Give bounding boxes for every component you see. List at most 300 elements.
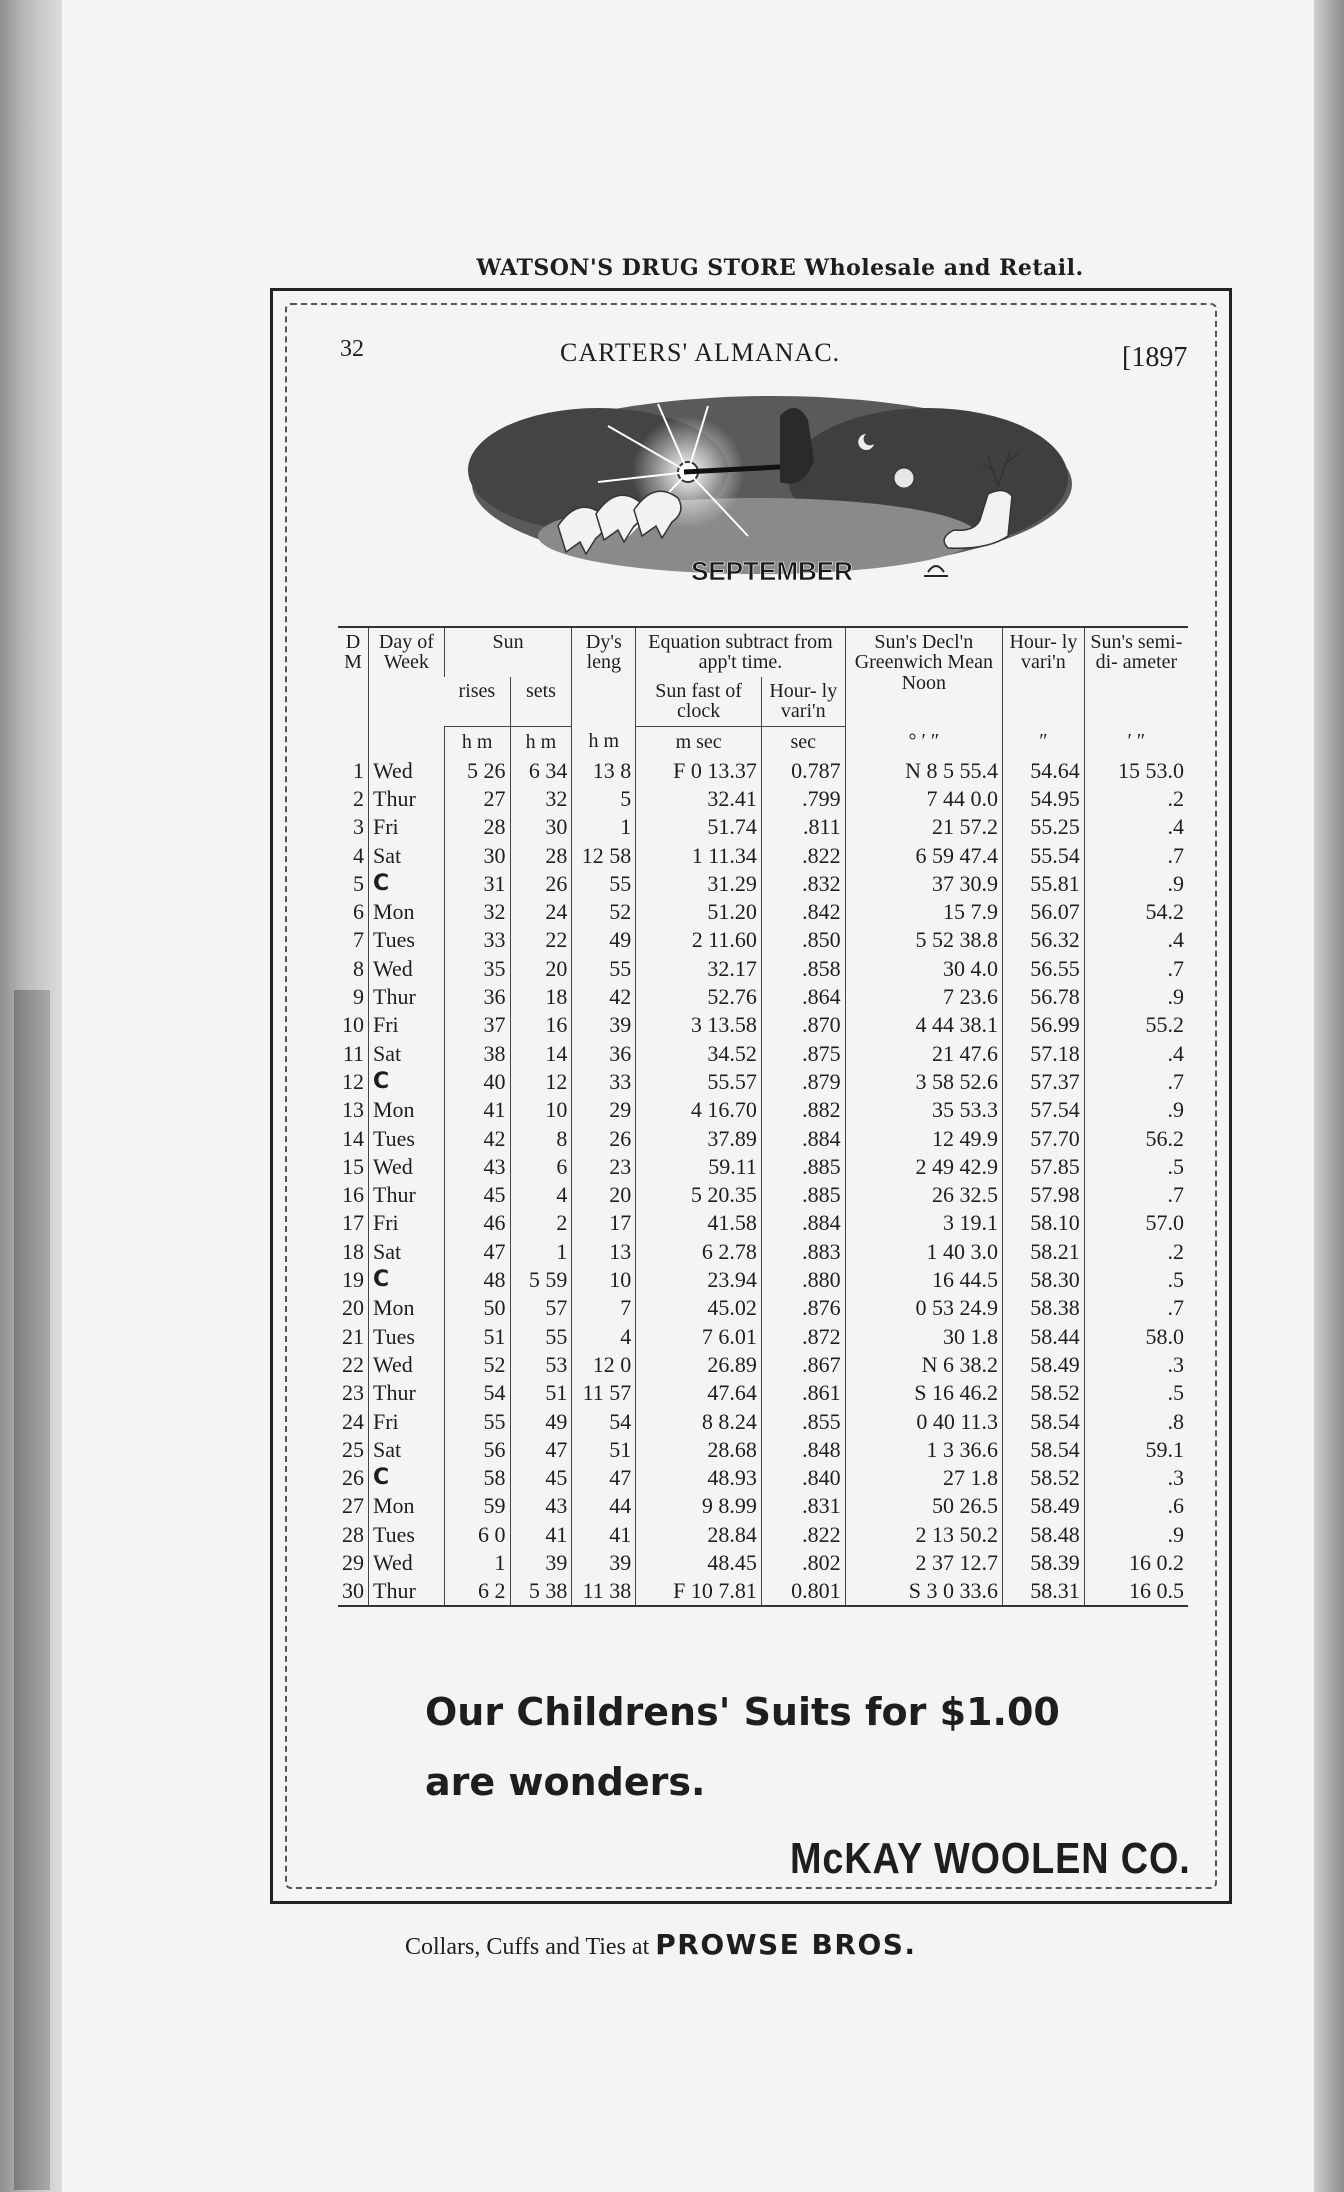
cell-day: 23 [342, 1380, 364, 1406]
table-row [338, 1436, 1188, 1464]
cell-hourly-variation: 58.54 [1003, 1407, 1085, 1435]
cell-hourly-variation: 54.64 [1003, 757, 1085, 785]
almanac-table [338, 626, 1188, 1607]
footer-advert [405, 1928, 917, 1961]
cell-day-of-week: Wed [369, 1351, 445, 1379]
col-header-eq-hourly: Hour- ly vari'n [761, 677, 845, 726]
cell-day-of-week: C [369, 1068, 445, 1096]
cell-day-of-week: Thur [369, 1577, 445, 1606]
cell-hourly-variation: 54.95 [1003, 785, 1085, 813]
cell-day-length: 1 [572, 813, 636, 841]
cell-sun-fast: 5 20.35 [636, 1181, 762, 1209]
cell-sunrise: 31 [444, 870, 510, 898]
cell-sunset: 20 [510, 955, 572, 983]
advert-line-1: Our Childrens' Suits for $1.00 [425, 1690, 1060, 1734]
cell-hourly-variation: 58.44 [1003, 1323, 1085, 1351]
cell-hourly-variation: 58.30 [1003, 1266, 1085, 1294]
cell-semi-diameter: .2 [1084, 785, 1188, 813]
cell-day-length: 51 [572, 1436, 636, 1464]
cell-day-of-week: Fri [369, 813, 445, 841]
cell-day-of-week: Wed [369, 1549, 445, 1577]
cell-sunrise: 50 [444, 1294, 510, 1322]
cell-day-length: 7 [572, 1294, 636, 1322]
cell-day: 18 [342, 1238, 364, 1264]
cell-sunset: 6 34 [510, 757, 572, 785]
cell-day-length: 52 [572, 898, 636, 926]
cell-equation-hourly: .822 [761, 1521, 845, 1549]
cell-declination: 3 19.1 [845, 1209, 1002, 1237]
cell-sunrise: 45 [444, 1181, 510, 1209]
cell-day-length: 13 [572, 1238, 636, 1266]
cell-sunrise: 41 [444, 1096, 510, 1124]
table-row [338, 841, 1188, 869]
unit-sunset: h m [510, 726, 572, 757]
cell-equation-hourly: .864 [761, 983, 845, 1011]
col-header-equation: Equation subtract from app't time. [636, 627, 845, 677]
cell-semi-diameter: .8 [1084, 1407, 1188, 1435]
unit-sunrise: h m [444, 726, 510, 757]
cell-day: 16 [342, 1182, 364, 1208]
cell-hourly-variation: 57.85 [1003, 1153, 1085, 1181]
cell-declination: 1 40 3.0 [845, 1238, 1002, 1266]
almanac-body [338, 757, 1188, 1607]
cell-equation-hourly: 0.801 [761, 1577, 845, 1606]
table-row [338, 1577, 1188, 1606]
units-row [338, 726, 1188, 757]
cell-sun-fast: 37.89 [636, 1124, 762, 1152]
cell-sunrise: 37 [444, 1011, 510, 1039]
cell-equation-hourly: .799 [761, 785, 845, 813]
cell-day-length: 13 8 [572, 757, 636, 785]
cell-day-of-week: Wed [369, 1153, 445, 1181]
cell-day: 25 [342, 1436, 364, 1462]
cell-sunset: 30 [510, 813, 572, 841]
cell-equation-hourly: .880 [761, 1266, 845, 1294]
cell-semi-diameter: .5 [1084, 1379, 1188, 1407]
cell-day-length: 26 [572, 1124, 636, 1152]
cell-semi-diameter: .3 [1084, 1351, 1188, 1379]
cell-sunset: 57 [510, 1294, 572, 1322]
cell-day-of-week: C [369, 870, 445, 898]
cell-sun-fast: 28.68 [636, 1436, 762, 1464]
cell-day-of-week: Mon [369, 1492, 445, 1520]
cell-declination: 35 53.3 [845, 1096, 1002, 1124]
cell-sun-fast: 4 16.70 [636, 1096, 762, 1124]
cell-day: 22 [342, 1351, 364, 1377]
cell-day-of-week: Mon [369, 898, 445, 926]
col-header-hourly-variation: Hour- ly vari'n [1003, 627, 1085, 726]
col-header-declination: Sun's Decl'n Greenwich Mean Noon [845, 627, 1002, 726]
cell-day-of-week: Thur [369, 1379, 445, 1407]
cell-equation-hourly: .811 [761, 813, 845, 841]
cell-semi-diameter: .7 [1084, 1181, 1188, 1209]
cell-day-of-week: Wed [369, 757, 445, 785]
cell-hourly-variation: 57.37 [1003, 1068, 1085, 1096]
table-row [338, 955, 1188, 983]
cell-day-length: 36 [572, 1040, 636, 1068]
table-row [338, 1011, 1188, 1039]
cell-day-length: 23 [572, 1153, 636, 1181]
col-header-sun-fast: Sun fast of clock [636, 677, 762, 726]
cell-sunrise: 43 [444, 1153, 510, 1181]
cell-sunrise: 47 [444, 1238, 510, 1266]
cell-day-length: 17 [572, 1209, 636, 1237]
cell-day-length: 20 [572, 1181, 636, 1209]
cell-sun-fast: 51.20 [636, 898, 762, 926]
cell-sunrise: 6 2 [444, 1577, 510, 1606]
cell-declination: N 8 5 55.4 [845, 757, 1002, 785]
cell-sun-fast: 26.89 [636, 1351, 762, 1379]
cell-sun-fast: 32.17 [636, 955, 762, 983]
cell-day-of-week: Thur [369, 983, 445, 1011]
cell-day: 26 [342, 1465, 364, 1491]
cell-declination: 2 13 50.2 [845, 1521, 1002, 1549]
cell-sun-fast: 47.64 [636, 1379, 762, 1407]
cell-declination: 50 26.5 [845, 1492, 1002, 1520]
cell-semi-diameter: 16 0.2 [1084, 1549, 1188, 1577]
cell-sun-fast: 2 11.60 [636, 926, 762, 954]
cell-sunset: 12 [510, 1068, 572, 1096]
cell-hourly-variation: 58.31 [1003, 1577, 1085, 1606]
cell-day-length: 10 [572, 1266, 636, 1294]
table-row [338, 1549, 1188, 1577]
table-row [338, 870, 1188, 898]
cell-sunrise: 58 [444, 1464, 510, 1492]
cell-semi-diameter: .9 [1084, 983, 1188, 1011]
cell-day-of-week: Sat [369, 1436, 445, 1464]
cell-hourly-variation: 56.78 [1003, 983, 1085, 1011]
cell-semi-diameter: .4 [1084, 1040, 1188, 1068]
table-row [338, 1464, 1188, 1492]
cell-semi-diameter: .4 [1084, 813, 1188, 841]
cell-hourly-variation: 55.54 [1003, 841, 1085, 869]
unit-hourly-variation: ″ [1003, 726, 1085, 757]
cell-sunrise: 5 26 [444, 757, 510, 785]
cell-sun-fast: 45.02 [636, 1294, 762, 1322]
cell-declination: 37 30.9 [845, 870, 1002, 898]
cell-day-length: 33 [572, 1068, 636, 1096]
table-row [338, 983, 1188, 1011]
cell-hourly-variation: 58.10 [1003, 1209, 1085, 1237]
cell-day: 12 [342, 1068, 364, 1094]
cell-hourly-variation: 58.21 [1003, 1238, 1085, 1266]
page-year: [1897 [1122, 342, 1188, 373]
unit-sun-fast: m sec [636, 726, 762, 757]
unit-equation-hourly: sec [761, 726, 845, 757]
cell-sun-fast: 51.74 [636, 813, 762, 841]
cell-sunrise: 32 [444, 898, 510, 926]
cell-sunrise: 1 [444, 1549, 510, 1577]
cell-day: 13 [342, 1097, 364, 1123]
cell-sun-fast: 8 8.24 [636, 1407, 762, 1435]
cell-sunset: 22 [510, 926, 572, 954]
cell-semi-diameter: .7 [1084, 955, 1188, 983]
cell-hourly-variation: 57.54 [1003, 1096, 1085, 1124]
cell-day-of-week: Tues [369, 1124, 445, 1152]
cell-equation-hourly: .875 [761, 1040, 845, 1068]
col-header-sun: Sun [444, 627, 572, 677]
cell-day: 11 [342, 1040, 364, 1066]
cell-sun-fast: 1 11.34 [636, 841, 762, 869]
cell-day: 30 [338, 1577, 369, 1606]
cell-day-length: 5 [572, 785, 636, 813]
footer-brand: PROWSE BROS. [655, 1928, 917, 1961]
cell-semi-diameter: .5 [1084, 1153, 1188, 1181]
cell-sun-fast: 59.11 [636, 1153, 762, 1181]
cell-day-length: 39 [572, 1549, 636, 1577]
advert-line-2: are wonders. [425, 1760, 706, 1804]
cell-declination: 16 44.5 [845, 1266, 1002, 1294]
cell-day-length: 41 [572, 1521, 636, 1549]
cell-equation-hourly: .870 [761, 1011, 845, 1039]
cell-equation-hourly: .850 [761, 926, 845, 954]
cell-hourly-variation: 58.54 [1003, 1436, 1085, 1464]
cell-sunrise: 48 [444, 1266, 510, 1294]
cell-equation-hourly: .858 [761, 955, 845, 983]
cell-hourly-variation: 56.55 [1003, 955, 1085, 983]
cell-day-length: 44 [572, 1492, 636, 1520]
cell-equation-hourly: .885 [761, 1153, 845, 1181]
cell-equation-hourly: .861 [761, 1379, 845, 1407]
cell-day-of-week: Sat [369, 1238, 445, 1266]
cell-day-of-week: Tues [369, 1521, 445, 1549]
cell-day-length: 39 [572, 1011, 636, 1039]
cell-hourly-variation: 58.49 [1003, 1492, 1085, 1520]
col-header-day-of-week: Day of Week [369, 627, 445, 726]
table-row [338, 1068, 1188, 1096]
cell-sunset: 4 [510, 1181, 572, 1209]
cell-declination: 4 44 38.1 [845, 1011, 1002, 1039]
cell-declination: 15 7.9 [845, 898, 1002, 926]
cell-day: 15 [342, 1153, 364, 1179]
cell-day-length: 29 [572, 1096, 636, 1124]
cell-hourly-variation: 55.81 [1003, 870, 1085, 898]
cell-day: 10 [342, 1012, 364, 1038]
cell-sunrise: 27 [444, 785, 510, 813]
col-header-days-length: Dy's leng [572, 627, 636, 726]
col-header-dm: D M [338, 627, 369, 726]
cell-sunset: 6 [510, 1153, 572, 1181]
cell-equation-hourly: .840 [761, 1464, 845, 1492]
cell-declination: 6 59 47.4 [845, 841, 1002, 869]
cell-hourly-variation: 58.39 [1003, 1549, 1085, 1577]
cell-day: 9 [353, 984, 364, 1010]
table-row [338, 1379, 1188, 1407]
cell-declination: 12 49.9 [845, 1124, 1002, 1152]
cell-equation-hourly: 0.787 [761, 757, 845, 785]
cell-semi-diameter: .9 [1084, 870, 1188, 898]
cell-day-length: 4 [572, 1323, 636, 1351]
cell-equation-hourly: .832 [761, 870, 845, 898]
cell-day-length: 12 0 [572, 1351, 636, 1379]
cell-equation-hourly: .831 [761, 1492, 845, 1520]
cell-sun-fast: 52.76 [636, 983, 762, 1011]
cell-day-of-week: C [369, 1266, 445, 1294]
cell-day-of-week: Tues [369, 926, 445, 954]
cell-sunrise: 52 [444, 1351, 510, 1379]
cell-sun-fast: 34.52 [636, 1040, 762, 1068]
col-header-sets: sets [510, 677, 572, 726]
cell-equation-hourly: .867 [761, 1351, 845, 1379]
cell-declination: 2 37 12.7 [845, 1549, 1002, 1577]
cell-sunset: 8 [510, 1124, 572, 1152]
cell-sunset: 1 [510, 1238, 572, 1266]
cell-semi-diameter: .6 [1084, 1492, 1188, 1520]
cell-sunrise: 33 [444, 926, 510, 954]
cell-declination: 26 32.5 [845, 1181, 1002, 1209]
cell-equation-hourly: .822 [761, 841, 845, 869]
table-row [338, 1521, 1188, 1549]
month-banner: SEPTEMBER [691, 556, 853, 586]
page-edge-strip [14, 990, 50, 2190]
cell-day-of-week: Sat [369, 1040, 445, 1068]
cell-equation-hourly: .872 [761, 1323, 845, 1351]
cell-sunrise: 30 [444, 841, 510, 869]
unit-day-of-week [369, 726, 445, 757]
cell-sunset: 51 [510, 1379, 572, 1407]
cell-equation-hourly: .885 [761, 1181, 845, 1209]
cell-sun-fast: 3 13.58 [636, 1011, 762, 1039]
page-edge-right [1314, 0, 1344, 2192]
table-row [338, 1096, 1188, 1124]
cell-sunset: 32 [510, 785, 572, 813]
table-row [338, 1040, 1188, 1068]
cell-semi-diameter: .3 [1084, 1464, 1188, 1492]
footer-text: Collars, Cuffs and Ties at [405, 1934, 650, 1960]
cell-sunset: 53 [510, 1351, 572, 1379]
top-header-advert: WATSON'S DRUG STORE Wholesale and Retail. [476, 255, 1084, 281]
cell-sunset: 47 [510, 1436, 572, 1464]
cell-day: 27 [342, 1493, 364, 1519]
cell-equation-hourly: .848 [761, 1436, 845, 1464]
table-row [338, 926, 1188, 954]
table-row [338, 1124, 1188, 1152]
cell-sunrise: 56 [444, 1436, 510, 1464]
cell-sun-fast: 7 6.01 [636, 1323, 762, 1351]
cell-semi-diameter: 55.2 [1084, 1011, 1188, 1039]
table-row [338, 1266, 1188, 1294]
cell-sunset: 26 [510, 870, 572, 898]
cell-declination: 0 40 11.3 [845, 1407, 1002, 1435]
cell-sunrise: 55 [444, 1407, 510, 1435]
cell-day-length: 12 58 [572, 841, 636, 869]
cell-declination: 0 53 24.9 [845, 1294, 1002, 1322]
cell-hourly-variation: 58.52 [1003, 1379, 1085, 1407]
cell-equation-hourly: .883 [761, 1238, 845, 1266]
maiden-head-icon [894, 468, 914, 488]
cell-equation-hourly: .884 [761, 1124, 845, 1152]
cell-sunrise: 46 [444, 1209, 510, 1237]
cell-hourly-variation: 58.52 [1003, 1464, 1085, 1492]
cell-sunset: 10 [510, 1096, 572, 1124]
cell-day: 1 [353, 757, 364, 783]
cell-sun-fast: F 10 7.81 [636, 1577, 762, 1606]
cell-day: 28 [342, 1521, 364, 1547]
cell-sun-fast: 6 2.78 [636, 1238, 762, 1266]
cell-day-length: 11 38 [572, 1577, 636, 1606]
cell-sunset: 41 [510, 1521, 572, 1549]
cell-sunset: 55 [510, 1323, 572, 1351]
cell-semi-diameter: 58.0 [1084, 1323, 1188, 1351]
cell-equation-hourly: .882 [761, 1096, 845, 1124]
cell-semi-diameter: .9 [1084, 1521, 1188, 1549]
table-row [338, 1153, 1188, 1181]
table-row [338, 813, 1188, 841]
cell-sunset: 45 [510, 1464, 572, 1492]
cell-sunset: 14 [510, 1040, 572, 1068]
cell-declination: S 16 46.2 [845, 1379, 1002, 1407]
cell-declination: 30 1.8 [845, 1323, 1002, 1351]
cell-equation-hourly: .802 [761, 1549, 845, 1577]
cell-declination: 7 23.6 [845, 983, 1002, 1011]
cell-day-of-week: Fri [369, 1011, 445, 1039]
cell-semi-diameter: 15 53.0 [1084, 757, 1188, 785]
col-header-semi-diameter: Sun's semi-di- ameter [1084, 627, 1188, 726]
cell-semi-diameter: .9 [1084, 1096, 1188, 1124]
cell-semi-diameter: .5 [1084, 1266, 1188, 1294]
table-row [338, 898, 1188, 926]
cell-sunrise: 40 [444, 1068, 510, 1096]
cell-declination: 3 58 52.6 [845, 1068, 1002, 1096]
cell-equation-hourly: .876 [761, 1294, 845, 1322]
cell-sunrise: 42 [444, 1124, 510, 1152]
cell-semi-diameter: .7 [1084, 841, 1188, 869]
cell-sunset: 5 59 [510, 1266, 572, 1294]
cell-hourly-variation: 56.99 [1003, 1011, 1085, 1039]
cell-day-of-week: C [369, 1464, 445, 1492]
cell-sunrise: 59 [444, 1492, 510, 1520]
cell-day: 14 [342, 1125, 364, 1151]
cell-sun-fast: 48.45 [636, 1549, 762, 1577]
cell-day: 2 [353, 786, 364, 811]
cell-sun-fast: 28.84 [636, 1521, 762, 1549]
table-row [338, 1407, 1188, 1435]
cell-sunrise: 38 [444, 1040, 510, 1068]
cell-equation-hourly: .855 [761, 1407, 845, 1435]
cell-sun-fast: 48.93 [636, 1464, 762, 1492]
cell-sun-fast: 9 8.99 [636, 1492, 762, 1520]
col-header-rises: rises [444, 677, 510, 726]
cell-day-length: 54 [572, 1407, 636, 1435]
september-vignette [458, 386, 1086, 596]
cell-sunset: 49 [510, 1407, 572, 1435]
cell-sunrise: 54 [444, 1379, 510, 1407]
libra-sign-icon [924, 566, 948, 576]
cell-sunset: 2 [510, 1209, 572, 1237]
cell-declination: N 6 38.2 [845, 1351, 1002, 1379]
cell-sunrise: 36 [444, 983, 510, 1011]
cell-semi-diameter: .7 [1084, 1294, 1188, 1322]
cell-hourly-variation: 55.25 [1003, 813, 1085, 841]
cell-day: 21 [342, 1323, 364, 1349]
cell-day-of-week: Mon [369, 1096, 445, 1124]
cell-hourly-variation: 57.98 [1003, 1181, 1085, 1209]
cell-declination: S 3 0 33.6 [845, 1577, 1002, 1606]
cell-day: 29 [342, 1550, 364, 1576]
cell-sun-fast: 41.58 [636, 1209, 762, 1237]
table-row [338, 757, 1188, 785]
page-number: 32 [340, 336, 364, 362]
table-row [338, 1323, 1188, 1351]
cell-equation-hourly: .884 [761, 1209, 845, 1237]
cell-day-length: 55 [572, 870, 636, 898]
cell-semi-diameter: 56.2 [1084, 1124, 1188, 1152]
cell-hourly-variation: 58.48 [1003, 1521, 1085, 1549]
cell-day: 8 [353, 955, 364, 981]
cell-day: 20 [342, 1295, 364, 1321]
cell-sunset: 5 38 [510, 1577, 572, 1606]
cell-semi-diameter: 16 0.5 [1084, 1577, 1188, 1606]
